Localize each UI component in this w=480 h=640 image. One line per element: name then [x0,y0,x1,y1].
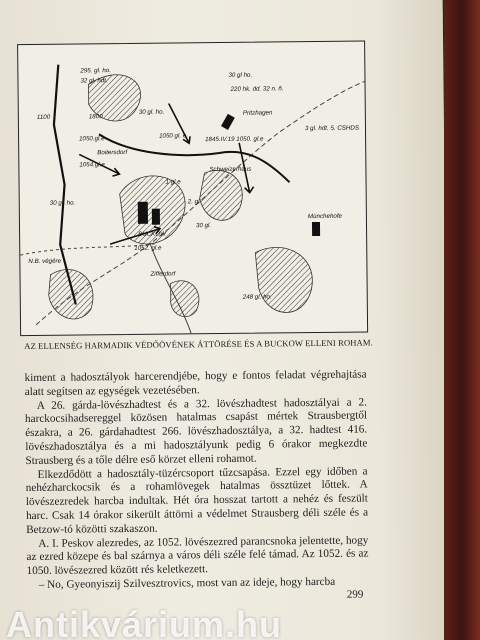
body-text [25,368,369,592]
lake-southwest [48,269,93,319]
lake-east [199,170,242,220]
map-label: 248 gl. ho. [242,293,272,301]
map-drawing [18,41,367,335]
map-label: 1054.gl.e [79,161,105,169]
page-number: 299 [346,588,364,601]
map-label: 1100 [36,113,51,121]
map-label: Schweizerhaus [209,165,252,174]
lake-small [170,281,199,317]
map-label: Münchehofe [307,212,343,221]
map-label: BUCKOW [138,230,166,238]
paragraph: A 26. gárda-lövészhadtest és a 32. lövészhadtest hadosztályai a 2. harckocsihadsereggel közösen hatalmas csapást mértek Strausbergtől északra, a 26. gárdahadtest 266. lövészhadosztálya, a 32. hadtest 416. lövészhadosztálya és a mi hadosztályunk pedig 6 órakor megkezdte Strausberg és a tőle délre eső körzet elleni rohamot. [24,396,368,467]
map-label: 295. gl. ho. [80,67,112,75]
map-label: 30 gl. ho. [49,199,76,207]
map-label: 220 hk. dd. 32 n. ñ. [230,85,284,93]
map-label: 1 gl.e [165,178,181,186]
town-block [312,222,320,236]
town-block [221,114,235,130]
paragraph: kiment a hadosztályok harcerendjébe, hogy e fontos feladat végrehajtása alatt segítsen az egységek vezetésében. [24,368,367,398]
battle-map [17,40,368,336]
map-label: 3 gl. hdt. 5. CSHDS [304,124,360,133]
town-block [138,202,148,224]
map-label: 30 gl. [195,222,212,230]
map-label: 1845.IV.19 1050. gl.e [205,135,264,144]
map-label: Boitersdorf [97,148,128,157]
town-block [152,209,160,225]
paragraph: – No, Gyeonyiszij Szilvesztrovics, most van az ideje, hogy harcba [38,575,336,591]
map-label: 1050.gl.e [79,135,105,143]
paragraph: Elkezdődött a hadosztály-tüzércsoport tűzcsapása. Ezzel egy időben a nehézharckocsik és a rohamlövegek hatalmas össztüzet lőttek. A lövészezredek harcba indultak. Hét óra hosszat tartott a nehéz és feszült harc. Csak 14 órakor sikerült áttörni a védelmet Strausberg déli széle és a Betzow-tó közötti szakaszon. [25,465,369,536]
map-label: N.B. végére [28,257,62,266]
map-caption: AZ ELLENSÉG HARMADIK VÉDŐÖVÉNEK ÁTTÖRÉSE ÉS A BUCKOW ELLENI ROHAM. [24,337,373,352]
map-label: 1800 [88,113,103,121]
front-line [53,65,76,305]
map-label: 30 gl. ho. [138,108,165,116]
watermark: Antikvárium.hu [6,604,283,640]
map-label: 32 gl. hdt. [80,77,108,85]
lake-southeast [255,247,312,313]
map-label: 1052. gl.e [134,244,162,252]
map-label: Zifferdorf [150,270,176,278]
book-cover-edge [444,0,480,640]
map-label: 2. gl. [187,198,202,206]
map-label: Pritzhagen [242,109,273,117]
map-label: 30 gl ho. [228,71,253,79]
paragraph: A. I. Peskov alezredes, az 1052. lövészezred parancsnoka jelentette, hogy az ezred közepe és bal szárnya a város déli széle felé támad. Az 1052. és az 1050. lövészezred között rés keletkezett. [26,534,369,578]
map-label: 1050 gl. e. [159,132,189,140]
